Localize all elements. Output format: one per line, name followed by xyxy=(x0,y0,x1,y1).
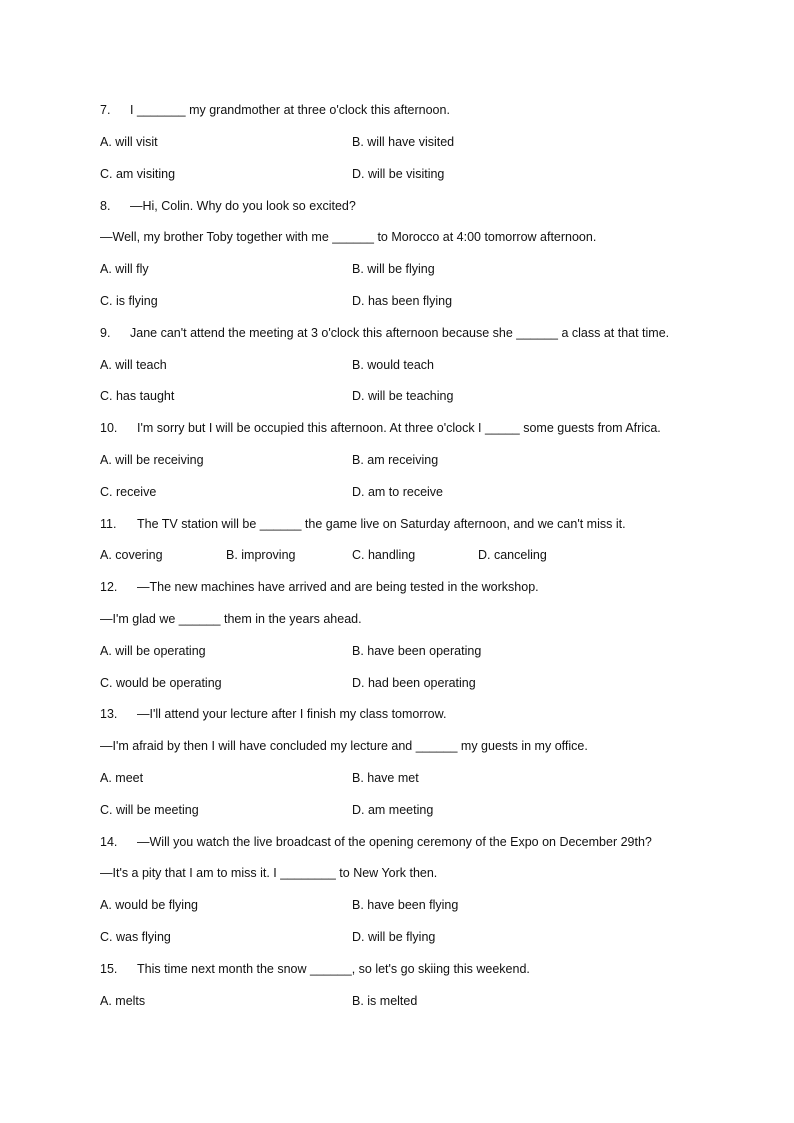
question-stem: —The new machines have arrived and are being tested in the workshop. xyxy=(137,580,539,594)
question-number: 14. xyxy=(100,835,118,849)
option-c[interactable]: C. am visiting xyxy=(100,167,176,181)
option-b[interactable]: B. improving xyxy=(226,548,296,562)
option-a[interactable]: A. covering xyxy=(100,548,163,562)
option-b[interactable]: B. have met xyxy=(352,771,419,785)
option-c[interactable]: C. will be meeting xyxy=(100,803,199,817)
option-b[interactable]: B. would teach xyxy=(352,358,434,372)
option-b[interactable]: B. will have visited xyxy=(352,135,455,149)
option-a[interactable]: A. will fly xyxy=(100,262,149,276)
question-stem: —I'll attend your lecture after I finish my class tomorrow. xyxy=(137,707,447,721)
option-d[interactable]: D. had been operating xyxy=(352,676,476,690)
option-a[interactable]: A. meet xyxy=(100,771,144,785)
option-d[interactable]: D. has been flying xyxy=(352,294,453,308)
option-c[interactable]: C. was flying xyxy=(100,930,171,944)
question-10 xyxy=(100,419,661,437)
option-a[interactable]: A. will be operating xyxy=(100,644,206,658)
option-c[interactable]: C. would be operating xyxy=(100,676,222,690)
question-number: 15. xyxy=(100,962,118,976)
question-number: 12. xyxy=(100,580,118,594)
question-number: 10. xyxy=(100,421,118,435)
question-stem: The TV station will be ______ the game live on Saturday afternoon, and we can't miss it. xyxy=(137,517,626,531)
option-b[interactable]: B. have been operating xyxy=(352,644,482,658)
option-a[interactable]: A. would be flying xyxy=(100,898,198,912)
question-reply: —Well, my brother Toby together with me ______ to Morocco at 4:00 tomorrow afternoon. xyxy=(100,230,597,244)
question-number: 9. xyxy=(100,326,111,340)
question-reply: —I'm afraid by then I will have concluded my lecture and ______ my guests in my office. xyxy=(100,739,588,753)
question-number: 7. xyxy=(100,103,111,117)
question-number: 8. xyxy=(100,199,111,213)
option-b[interactable]: B. will be flying xyxy=(352,262,435,276)
question-8 xyxy=(100,197,356,215)
question-7 xyxy=(100,101,450,119)
question-reply: —I'm glad we ______ them in the years ahead. xyxy=(100,612,362,626)
option-b[interactable]: B. is melted xyxy=(352,994,418,1008)
question-11 xyxy=(100,515,626,533)
option-a[interactable]: A. will be receiving xyxy=(100,453,204,467)
question-14 xyxy=(100,833,652,851)
question-13 xyxy=(100,705,446,723)
option-c[interactable]: C. is flying xyxy=(100,294,158,308)
question-reply: —It's a pity that I am to miss it. I ________ to New York then. xyxy=(100,866,438,880)
option-d[interactable]: D. am meeting xyxy=(352,803,434,817)
option-c[interactable]: C. has taught xyxy=(100,389,175,403)
question-stem: This time next month the snow ______, so let's go skiing this weekend. xyxy=(137,962,530,976)
option-d[interactable]: D. will be flying xyxy=(352,930,436,944)
question-stem: —Will you watch the live broadcast of the opening ceremony of the Expo on December 29th? xyxy=(137,835,652,849)
question-stem: I _______ my grandmother at three o'clock this afternoon. xyxy=(130,103,450,117)
question-number: 11. xyxy=(100,517,117,531)
option-b[interactable]: B. have been flying xyxy=(352,898,459,912)
option-a[interactable]: A. will visit xyxy=(100,135,158,149)
question-9 xyxy=(100,324,669,342)
option-d[interactable]: D. am to receive xyxy=(352,485,444,499)
option-a[interactable]: A. melts xyxy=(100,994,146,1008)
question-stem: —Hi, Colin. Why do you look so excited? xyxy=(130,199,356,213)
option-c[interactable]: C. handling xyxy=(352,548,416,562)
option-c[interactable]: C. receive xyxy=(100,485,157,499)
question-stem: I'm sorry but I will be occupied this afternoon. At three o'clock I _____ some guests from Africa. xyxy=(137,421,661,435)
option-b[interactable]: B. am receiving xyxy=(352,453,439,467)
question-12 xyxy=(100,578,539,596)
question-number: 13. xyxy=(100,707,118,721)
option-d[interactable]: D. will be visiting xyxy=(352,167,445,181)
option-d[interactable]: D. will be teaching xyxy=(352,389,454,403)
question-15 xyxy=(100,960,530,978)
question-stem: Jane can't attend the meeting at 3 o'clock this afternoon because she ______ a class at that time. xyxy=(130,326,670,340)
option-a[interactable]: A. will teach xyxy=(100,358,167,372)
option-d[interactable]: D. canceling xyxy=(478,548,547,562)
